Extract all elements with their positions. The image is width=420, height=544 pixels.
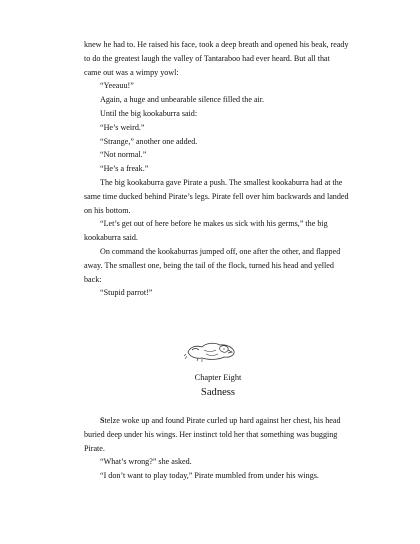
- text-line: buried deep under his wings. Her instinct told her that something was bugging: [84, 429, 338, 439]
- text-line: “Let’s get out of here before he makes us sick with his germs,” the big: [100, 219, 328, 229]
- text-line: Pirate.: [84, 443, 105, 453]
- text-line: “I don’t want to play today,” Pirate mumbled from under his wings.: [100, 471, 319, 481]
- text-line: The big kookaburra gave Pirate a push. The smallest kookaburra had at the: [100, 177, 343, 187]
- text-line: “What’s wrong?” she asked.: [100, 457, 192, 467]
- text-line: “Strange,” another one added.: [100, 136, 198, 146]
- text-line: “Stupid parrot!”: [100, 288, 153, 298]
- text-line: back:: [84, 274, 102, 284]
- sleeping-parrot-sketch-icon: [184, 338, 238, 362]
- drop-initial: S: [100, 416, 105, 425]
- text-line: “Yeeauu!”: [100, 81, 134, 91]
- text-line: came out was a wimpy yowl:: [84, 67, 179, 77]
- text-line: knew he had to. He raised his face, took a deep breath and opened his beak, ready: [84, 40, 349, 49]
- chapter-title: Sadness: [200, 387, 236, 398]
- text-line: to do the greatest laugh the valley of Tantaraboo had ever heard. But all that: [84, 53, 330, 63]
- text-line: “He’s weird.”: [100, 122, 145, 132]
- chapter-number: Chapter Eight: [194, 373, 242, 382]
- text-line: same time ducked behind Pirate’s legs. Pirate fell over him backwards and landed: [84, 191, 349, 201]
- text-line: kookaburra said.: [84, 233, 138, 243]
- text-line: away. The smallest one, being the tail of the flock, turned his head and yelled: [84, 260, 334, 270]
- text-line: Until the big kookaburra said:: [100, 108, 198, 118]
- story-text-top: [84, 38, 352, 300]
- text-line: “Not normal.”: [100, 150, 147, 160]
- opening-line-text: telze woke up and found Pirate curled up hard against her chest, his head: [104, 416, 341, 425]
- text-line: on his bottom.: [84, 205, 131, 215]
- chapter-opening-line: [84, 414, 352, 428]
- text-line: On command the kookaburras jumped off, one after the other, and flapped: [100, 246, 341, 256]
- text-line: “He’s a freak.”: [100, 164, 149, 174]
- text-line: Again, a huge and unbearable silence filled the air.: [100, 95, 265, 105]
- story-text-bottom: [84, 414, 352, 483]
